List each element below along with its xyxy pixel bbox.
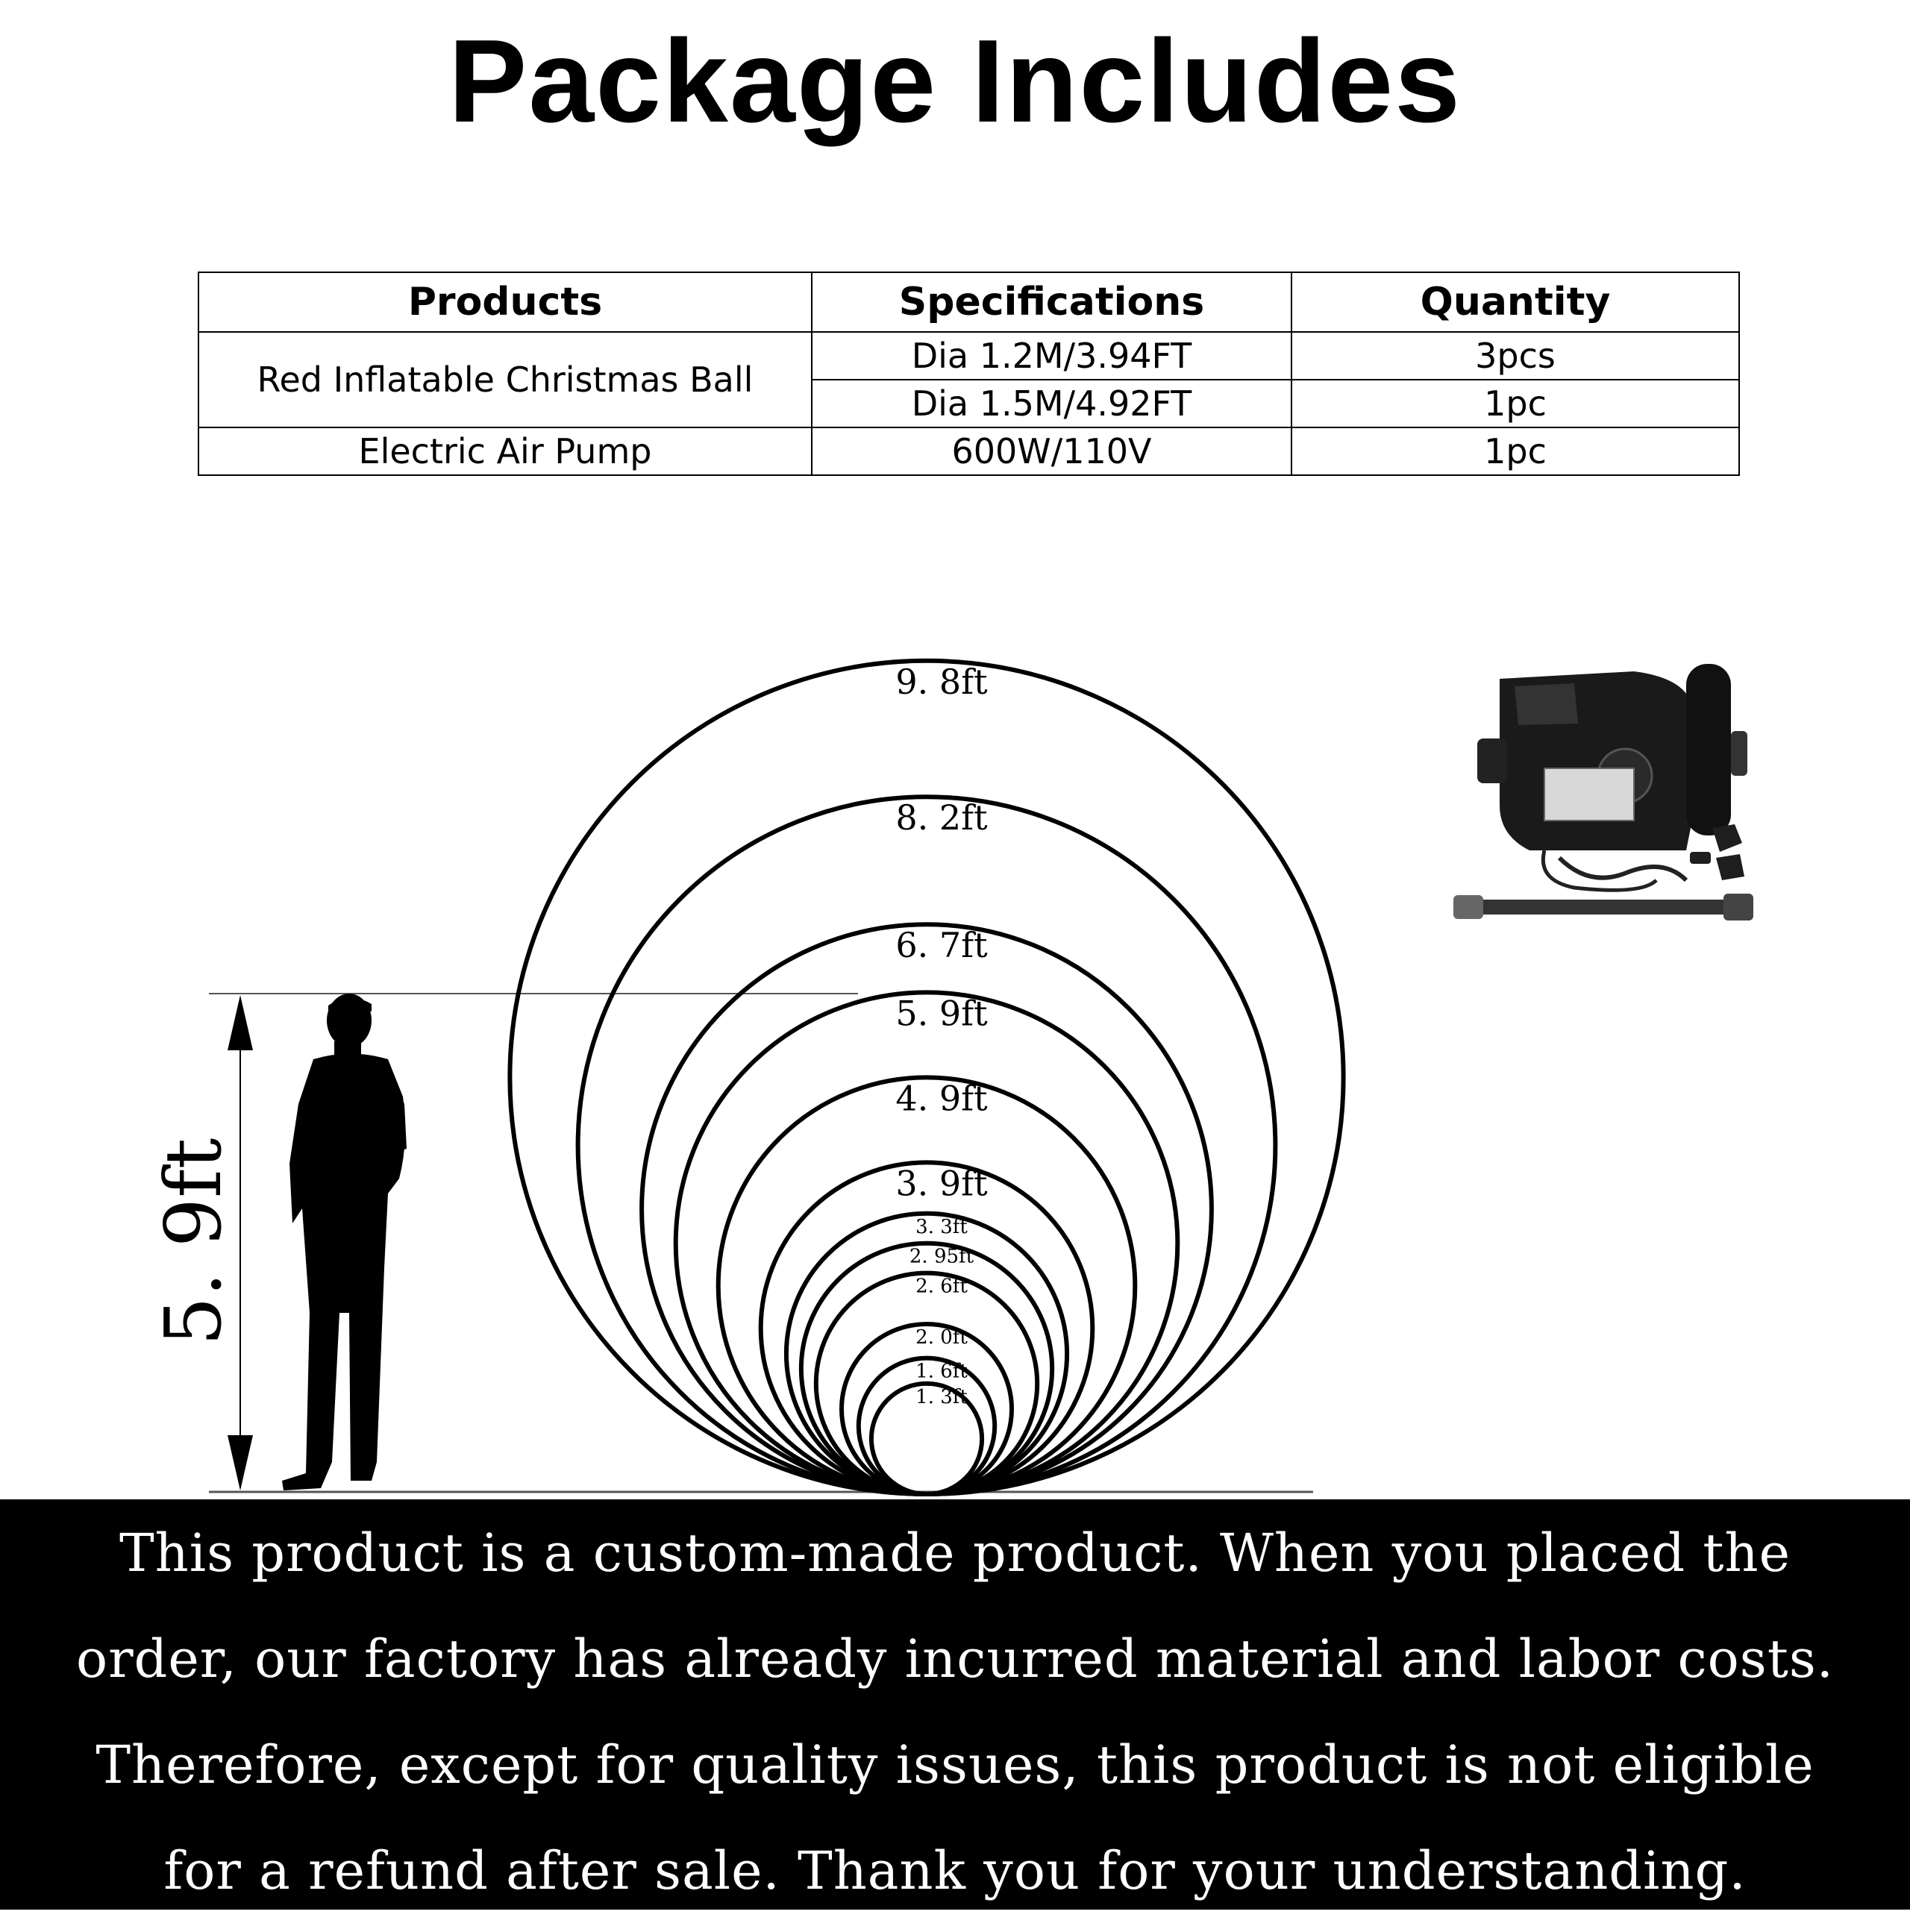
- size-circles: [510, 661, 1343, 1494]
- circle-size-label: 9. 8ft: [895, 661, 988, 702]
- spec-cell: Dia 1.5M/4.92FT: [812, 380, 1291, 427]
- pump-hose: [1453, 894, 1753, 920]
- air-pump-icon: [1447, 656, 1761, 940]
- circle-size-label: 8. 2ft: [895, 797, 988, 838]
- arrow-up-icon: [228, 995, 253, 1050]
- circle-size-label: 4. 9ft: [895, 1078, 988, 1119]
- notice-line: order, our factory has already incurred material and labor costs.: [75, 1628, 1835, 1690]
- circle-size-label: 2. 0ft: [915, 1326, 968, 1349]
- person-height-label: 5. 9ft: [148, 1138, 239, 1346]
- product-cell: Red Inflatable Christmas Ball: [198, 332, 812, 427]
- page-title: Package Includes: [448, 16, 1462, 147]
- spec-cell: Dia 1.2M/3.94FT: [812, 332, 1291, 380]
- product-cell: Electric Air Pump: [198, 427, 812, 475]
- quantity-cell: 1pc: [1291, 427, 1739, 475]
- circle-size-label: 5. 9ft: [895, 993, 988, 1034]
- person-silhouette-icon: [282, 994, 407, 1490]
- circle-size-label: 2. 6ft: [915, 1275, 968, 1298]
- notice-line: Therefore, except for quality issues, this product is not eligible: [96, 1734, 1814, 1795]
- table-header: Specifications: [812, 272, 1291, 332]
- table-header: Quantity: [1291, 272, 1739, 332]
- quantity-cell: 3pcs: [1291, 332, 1739, 380]
- spec-cell: 600W/110V: [812, 427, 1291, 475]
- circle-size-label: 1. 6ft: [915, 1360, 968, 1383]
- notice-banner: [0, 1499, 1910, 1910]
- circle-size-label: 3. 3ft: [915, 1215, 968, 1238]
- notice-line: This product is a custom-made product. When you placed the: [119, 1522, 1791, 1584]
- notice-line: for a refund after sale. Thank you for your understanding.: [163, 1840, 1747, 1901]
- size-circle: [842, 1324, 1012, 1494]
- arrow-down-icon: [228, 1435, 253, 1490]
- circle-size-label: 2. 95ft: [909, 1245, 974, 1268]
- circle-size-label: 1. 3ft: [915, 1385, 968, 1408]
- circle-size-label: 6. 7ft: [895, 925, 988, 966]
- quantity-cell: 1pc: [1291, 380, 1739, 427]
- table-header: Products: [198, 272, 812, 332]
- circle-size-label: 3. 9ft: [895, 1163, 988, 1204]
